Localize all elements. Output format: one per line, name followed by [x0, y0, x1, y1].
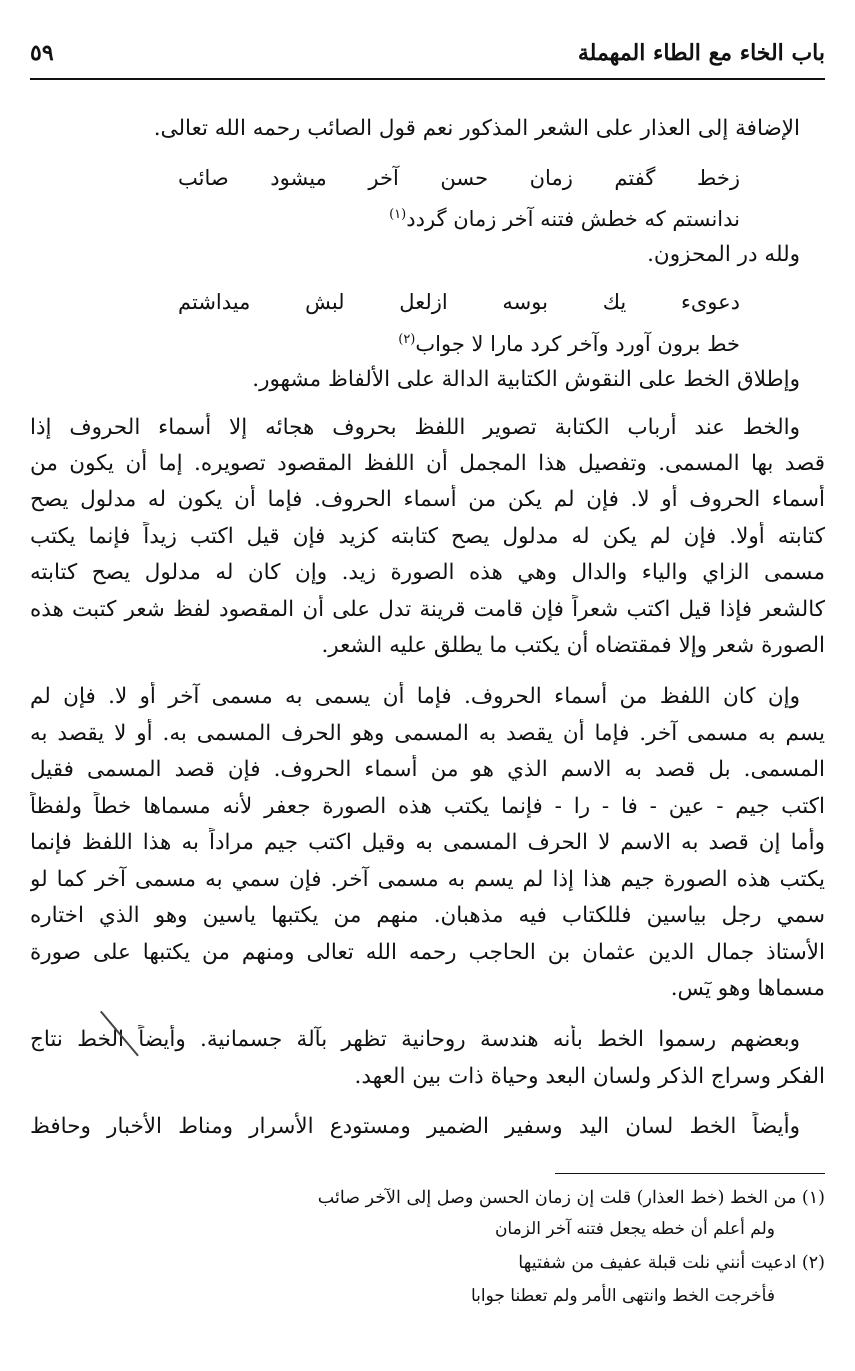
text-line: وأيضاً الخط لسان اليد وسفير الضمير ومستودع الأسرار ومناط الأخبار وحافظ [30, 1114, 800, 1139]
page-number: ٥٩ [30, 40, 54, 66]
footnote-line: (٢) ادعيت أنني نلت قبلة عفيف من شفتيها [518, 1253, 825, 1273]
text-line: الصورة شعر وإلا فمقتضاه أن يكتب ما يطلق عليه الشعر. [321, 633, 825, 658]
text-line: يكتب هذه الصورة جيم هذا إذا لم يسم به مسمى آخر. فإن سمي به مسمى آخر كما لو [30, 867, 825, 892]
page-header [30, 38, 825, 80]
text-line: الفكر وسراج الذكر ولسان البعد وحياة ذات بين العهد. [354, 1064, 825, 1089]
verse-text: ندانستم که خطش فتنه آخر زمان گردد [406, 207, 740, 231]
footnote-line: (١) من الخط (خط العذار) قلت إن زمان الحسن وصل إلى الآخر صائب [317, 1188, 825, 1208]
text-line: الإضافة إلى العذار على الشعر المذكور نعم قول الصائب رحمه الله تعالى. [153, 116, 800, 141]
text-line: قصد بها المسمى. وتفصيل هذا المجمل أن اللفظ المقصود تصويره. إما أن يكون من [30, 451, 825, 476]
text-line: يسم به مسمى آخر. فإما أن يقصد به المسمى وهو الحرف المسمى به. أو لا يقصد به [30, 721, 825, 746]
text-line: وأما إن قصد به الاسم لا الحرف المسمى به وقيل اكتب جيم مراداً به هذا اللفظ فإنما [30, 830, 825, 855]
text-line: وإطلاق الخط على النقوش الكتابية الدالة على الألفاظ مشهور. [252, 367, 800, 392]
footnote-marker: (٢) [398, 332, 416, 347]
text-line: اكتب جيم - عين - فا - را - فإنما يكتب هذه الصورة جعفر لأنه مسماها خطاً ولفظاً [30, 794, 825, 819]
text-line: وبعضهم رسموا الخط بأنه هندسة روحانية تظهر بآلة جسمانية. وأيضاً الخط نتاج [30, 1027, 800, 1052]
text-line: كتابته أولا. فإن لم يكن له مدلول يصح كتابته كزيد فإن قيل اكتب زيداً فإنما يكتب [30, 524, 825, 549]
text-line: مسمى الزاي والياء والدال وهي هذه الصورة زيد. وإن كان له مدلول يصح كتابته [30, 560, 825, 585]
verse-line [398, 325, 740, 359]
text-line: أسماء الحروف أو لا. فإن لم يكن من أسماء الحروف. فإما أن يكون له مدلول يصح [30, 487, 825, 512]
footnote-marker: (١) [389, 207, 407, 222]
text-line: الأستاذ جمال الدين عثمان بن الحاجب رحمه الله تعالى ومنهم من يكتبها على صورة [30, 940, 825, 965]
text-line: المسمى. بل قصد به الاسم الذي هو من أسماء الحروف. فإن قصد المسمى فقيل [30, 757, 825, 782]
chapter-title: باب الخاء مع الطاء المهملة [577, 40, 825, 66]
verse-line [389, 200, 740, 234]
verse-line: دعوىء يك بوسه ازلعل لبش ميداشتم [178, 290, 740, 314]
verse-text: خط برون آورد وآخر كرد مارا لا جواب [415, 332, 740, 356]
text-line: مسماها وهو يٓس. [670, 976, 825, 1001]
verse-line: زخط گفتم زمان حسن آخر میشود صائب [178, 166, 740, 190]
text-line: ولله در المحزون. [647, 242, 800, 267]
footnote-separator [555, 1173, 825, 1174]
footnote-verse: ولم أعلم أن خطه يجعل فتنه آخر الزمان [494, 1219, 775, 1239]
text-line: كالشعر فإذا قيل اكتب شعراً فإن قامت قرينة تدل على أن المقصود لفظ شعر كتبت هذه [30, 597, 825, 622]
footnote-verse: فأخرجت الخط وانتهى الأمر ولم تعطنا جوابا [470, 1286, 775, 1306]
text-line: وإن كان اللفظ من أسماء الحروف. فإما أن يسمى به مسمى آخر أو لا. فإن لم [30, 684, 800, 709]
text-line: والخط عند أرباب الكتابة تصوير اللفظ بحروف هجائه إلا أسماء الحروف إذا [30, 415, 800, 440]
text-line: سمي رجل بياسين فللكتاب فيه مذهبان. منهم من يكتبها ياسين وهو الذي اختاره [30, 903, 825, 928]
